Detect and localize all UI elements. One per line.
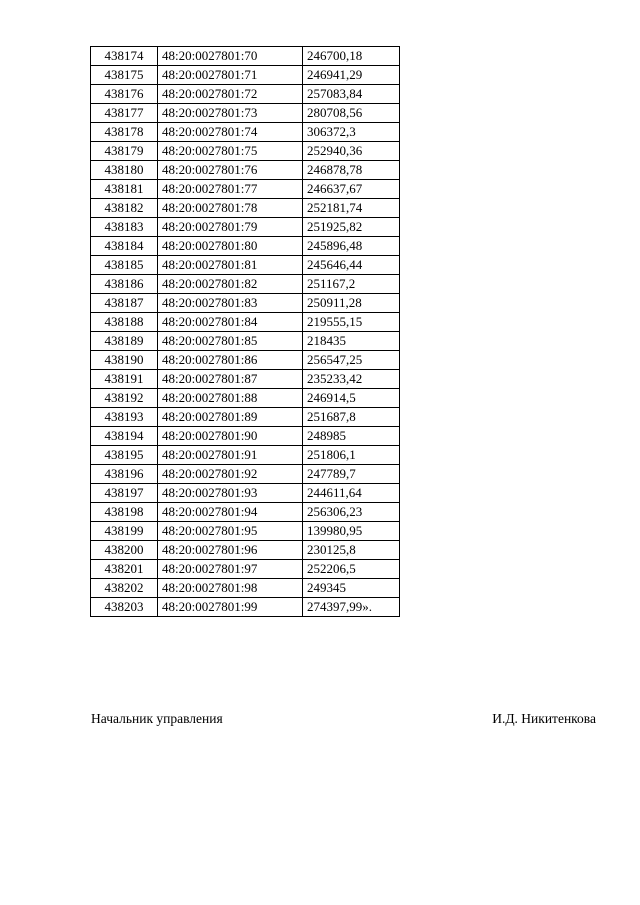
table-row <box>91 351 400 370</box>
cadastral-number-cell: 48:20:0027801:95 <box>158 522 303 541</box>
cadastral-number-cell: 48:20:0027801:75 <box>158 142 303 161</box>
cadastral-value-cell: 251806,1 <box>303 446 400 465</box>
cadastral-number-cell: 48:20:0027801:98 <box>158 579 303 598</box>
cadastral-value-cell: 250911,28 <box>303 294 400 313</box>
cadastral-number-cell: 48:20:0027801:87 <box>158 370 303 389</box>
table-row <box>91 47 400 66</box>
table-row <box>91 294 400 313</box>
record-number-cell: 438175 <box>91 66 158 85</box>
table-row <box>91 104 400 123</box>
table-row <box>91 85 400 104</box>
table-row <box>91 522 400 541</box>
cadastral-value-cell: 306372,3 <box>303 123 400 142</box>
cadastral-value-cell: 235233,42 <box>303 370 400 389</box>
cadastral-number-cell: 48:20:0027801:86 <box>158 351 303 370</box>
record-number-cell: 438187 <box>91 294 158 313</box>
record-number-cell: 438192 <box>91 389 158 408</box>
signatory-title: Начальник управления <box>91 711 223 726</box>
table-row <box>91 161 400 180</box>
cadastral-number-cell: 48:20:0027801:88 <box>158 389 303 408</box>
cadastral-value-cell: 248985 <box>303 427 400 446</box>
cadastral-number-cell: 48:20:0027801:72 <box>158 85 303 104</box>
record-number-cell: 438202 <box>91 579 158 598</box>
cadastral-number-cell: 48:20:0027801:94 <box>158 503 303 522</box>
record-number-cell: 438179 <box>91 142 158 161</box>
record-number-cell: 438203 <box>91 598 158 617</box>
table-row <box>91 408 400 427</box>
table-row <box>91 218 400 237</box>
cadastral-value-cell: 256306,23 <box>303 503 400 522</box>
table-row <box>91 66 400 85</box>
cadastral-number-cell: 48:20:0027801:91 <box>158 446 303 465</box>
table-row <box>91 598 400 617</box>
table-row <box>91 142 400 161</box>
record-number-cell: 438183 <box>91 218 158 237</box>
cadastral-value-cell: 251925,82 <box>303 218 400 237</box>
record-number-cell: 438181 <box>91 180 158 199</box>
cadastral-number-cell: 48:20:0027801:83 <box>158 294 303 313</box>
table-row <box>91 541 400 560</box>
record-number-cell: 438185 <box>91 256 158 275</box>
record-number-cell: 438189 <box>91 332 158 351</box>
cadastral-value-cell: 246700,18 <box>303 47 400 66</box>
cadastral-number-cell: 48:20:0027801:74 <box>158 123 303 142</box>
cadastral-number-cell: 48:20:0027801:77 <box>158 180 303 199</box>
cadastral-value-cell: 280708,56 <box>303 104 400 123</box>
cadastral-value-cell: 246941,29 <box>303 66 400 85</box>
table-row <box>91 465 400 484</box>
signatory-name: И.Д. Никитенкова <box>492 711 596 726</box>
cadastral-value-cell: 274397,99». <box>303 598 400 617</box>
cadastral-value-cell: 247789,7 <box>303 465 400 484</box>
table-row <box>91 446 400 465</box>
cadastral-value-cell: 249345 <box>303 579 400 598</box>
cadastral-number-cell: 48:20:0027801:84 <box>158 313 303 332</box>
record-number-cell: 438176 <box>91 85 158 104</box>
cadastral-number-cell: 48:20:0027801:92 <box>158 465 303 484</box>
cadastral-value-cell: 218435 <box>303 332 400 351</box>
record-number-cell: 438186 <box>91 275 158 294</box>
cadastral-value-cell: 139980,95 <box>303 522 400 541</box>
table-row <box>91 427 400 446</box>
record-number-cell: 438180 <box>91 161 158 180</box>
cadastral-value-cell: 252206,5 <box>303 560 400 579</box>
table-row <box>91 313 400 332</box>
record-number-cell: 438199 <box>91 522 158 541</box>
table-row <box>91 123 400 142</box>
record-number-cell: 438174 <box>91 47 158 66</box>
cadastral-number-cell: 48:20:0027801:93 <box>158 484 303 503</box>
cadastral-value-cell: 252940,36 <box>303 142 400 161</box>
cadastral-value-cell: 251687,8 <box>303 408 400 427</box>
record-number-cell: 438182 <box>91 199 158 218</box>
record-number-cell: 438200 <box>91 541 158 560</box>
cadastral-number-cell: 48:20:0027801:80 <box>158 237 303 256</box>
table-row <box>91 370 400 389</box>
record-number-cell: 438193 <box>91 408 158 427</box>
cadastral-number-cell: 48:20:0027801:85 <box>158 332 303 351</box>
table-row <box>91 503 400 522</box>
record-number-cell: 438188 <box>91 313 158 332</box>
cadastral-value-cell: 244611,64 <box>303 484 400 503</box>
cadastral-value-cell: 245646,44 <box>303 256 400 275</box>
record-number-cell: 438201 <box>91 560 158 579</box>
record-number-cell: 438196 <box>91 465 158 484</box>
record-number-cell: 438178 <box>91 123 158 142</box>
record-number-cell: 438191 <box>91 370 158 389</box>
cadastral-value-cell: 252181,74 <box>303 199 400 218</box>
table-row <box>91 180 400 199</box>
cadastral-number-cell: 48:20:0027801:78 <box>158 199 303 218</box>
cadastral-value-cell: 246637,67 <box>303 180 400 199</box>
cadastral-value-cell: 246878,78 <box>303 161 400 180</box>
cadastral-number-cell: 48:20:0027801:97 <box>158 560 303 579</box>
cadastral-number-cell: 48:20:0027801:71 <box>158 66 303 85</box>
cadastral-number-cell: 48:20:0027801:82 <box>158 275 303 294</box>
cadastral-value-cell: 251167,2 <box>303 275 400 294</box>
record-number-cell: 438177 <box>91 104 158 123</box>
cadastral-number-cell: 48:20:0027801:70 <box>158 47 303 66</box>
table-row <box>91 484 400 503</box>
cadastral-number-cell: 48:20:0027801:76 <box>158 161 303 180</box>
record-number-cell: 438195 <box>91 446 158 465</box>
record-number-cell: 438194 <box>91 427 158 446</box>
table-row <box>91 199 400 218</box>
table-row <box>91 275 400 294</box>
cadastral-value-cell: 256547,25 <box>303 351 400 370</box>
cadastral-value-table <box>90 46 400 617</box>
table-row <box>91 579 400 598</box>
cadastral-value-cell: 257083,84 <box>303 85 400 104</box>
table-row <box>91 389 400 408</box>
cadastral-number-cell: 48:20:0027801:73 <box>158 104 303 123</box>
cadastral-number-cell: 48:20:0027801:81 <box>158 256 303 275</box>
cadastral-number-cell: 48:20:0027801:96 <box>158 541 303 560</box>
cadastral-value-cell: 246914,5 <box>303 389 400 408</box>
record-number-cell: 438197 <box>91 484 158 503</box>
cadastral-value-cell: 245896,48 <box>303 237 400 256</box>
cadastral-number-cell: 48:20:0027801:79 <box>158 218 303 237</box>
cadastral-value-cell: 230125,8 <box>303 541 400 560</box>
record-number-cell: 438190 <box>91 351 158 370</box>
table-body <box>91 47 400 617</box>
cadastral-number-cell: 48:20:0027801:89 <box>158 408 303 427</box>
table-row <box>91 560 400 579</box>
table-row <box>91 256 400 275</box>
table-row <box>91 237 400 256</box>
cadastral-number-cell: 48:20:0027801:90 <box>158 427 303 446</box>
record-number-cell: 438198 <box>91 503 158 522</box>
cadastral-value-cell: 219555,15 <box>303 313 400 332</box>
table-row <box>91 332 400 351</box>
cadastral-number-cell: 48:20:0027801:99 <box>158 598 303 617</box>
record-number-cell: 438184 <box>91 237 158 256</box>
